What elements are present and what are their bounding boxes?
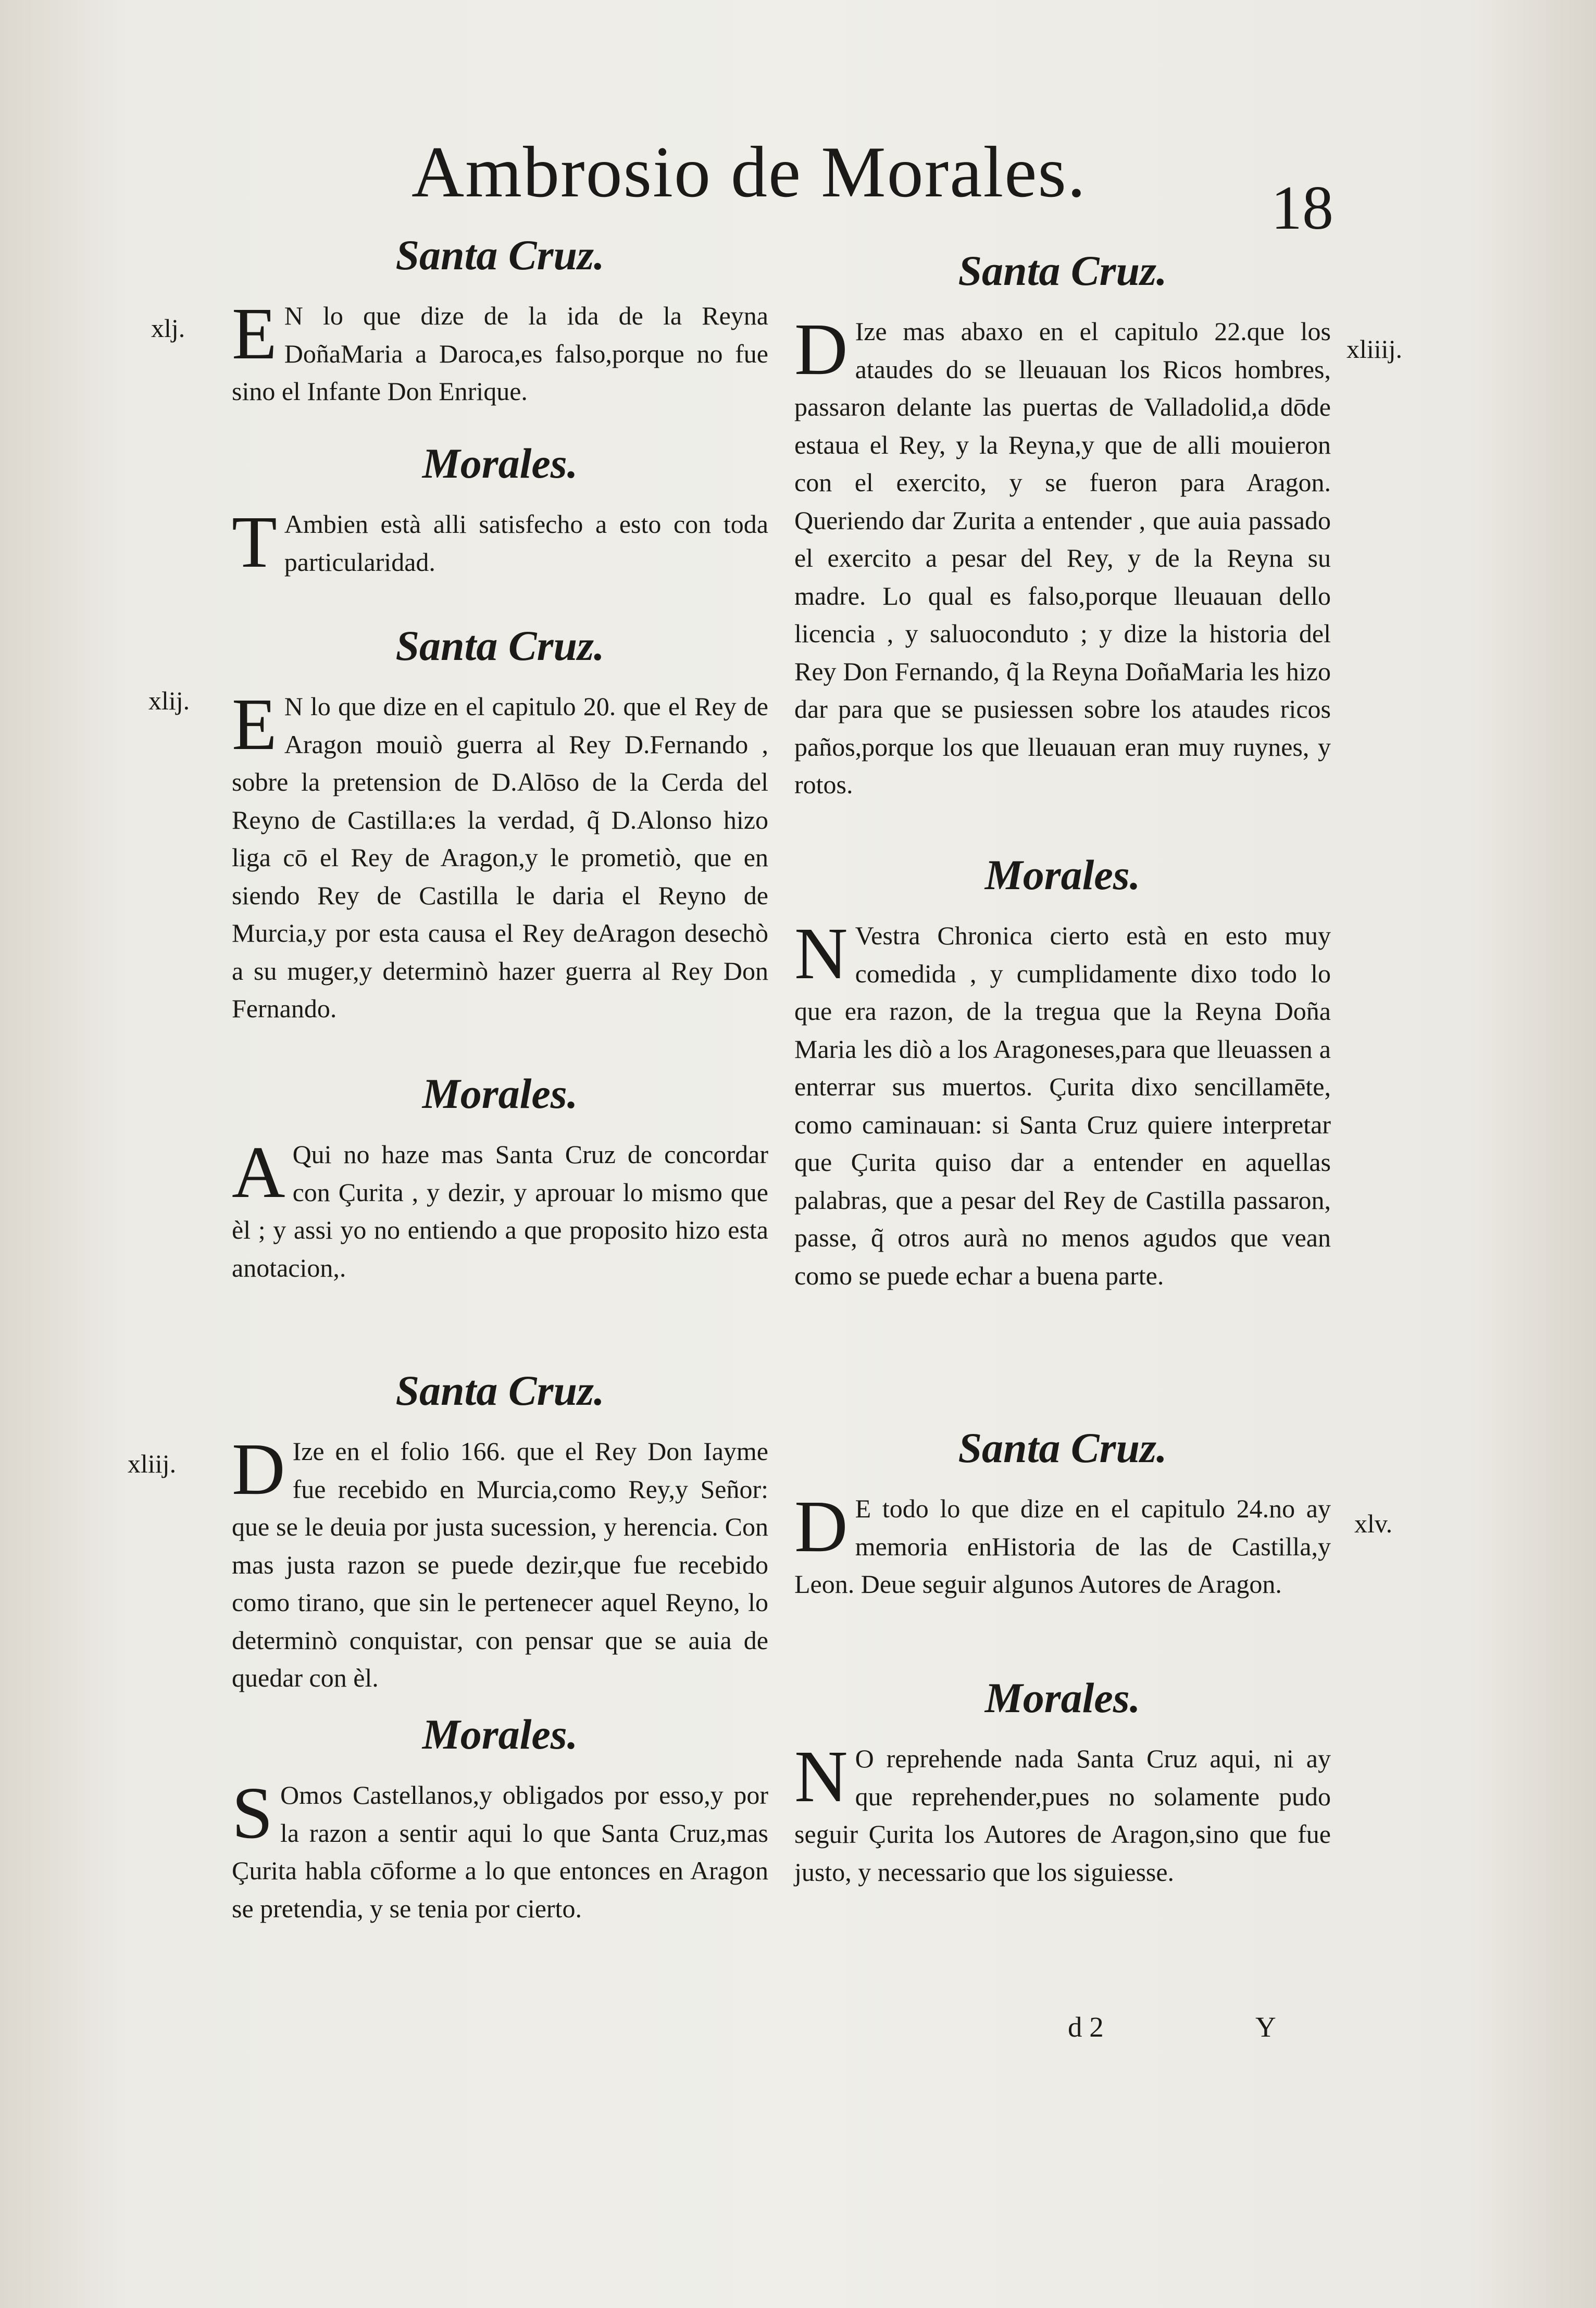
entry-heading: Santa Cruz. — [395, 1367, 605, 1414]
entry-heading: Morales. — [422, 440, 578, 487]
entry-heading: Santa Cruz. — [958, 247, 1167, 294]
entry — [232, 438, 768, 620]
entry-text — [232, 1771, 768, 1927]
entry-body: N lo que dize en el capitulo 20. que el Rey de Aragon mouiò guerra al Rey D.Fernando , sobre la pretension de D.Alōso de la Cerda del Reyno de Castilla:es la verdad, q̃ D.Alonso hizo liga cō el Rey de Aragon,y le prometiò, que en siendo Rey de Castilla le daria el Reyno de Murcia,y por esta causa el Rey deAragon desechò a su muger,y determinò hazer guerra al Rey Don Fernando. — [232, 692, 768, 1023]
margin-number: xliiij. — [1346, 334, 1402, 364]
margin-number: xlv. — [1354, 1509, 1393, 1538]
drop-cap: D — [232, 1428, 285, 1510]
entry — [794, 245, 1402, 849]
entry-body: O reprehende nada Santa Cruz aqui, ni ay que reprehender,pues no solamente pudo seguir Çurita los Autores de Aragon,sino que fue justo, y necessario que los siguiesse. — [794, 1744, 1331, 1887]
entry-body: Ambien està alli satisfecho a esto con toda particularidad. — [284, 509, 768, 577]
drop-cap: D — [794, 308, 848, 390]
right-column — [794, 245, 1402, 1932]
drop-cap: E — [232, 683, 277, 765]
entry — [232, 1068, 768, 1365]
entry-heading: Morales. — [422, 1711, 578, 1758]
entry — [794, 849, 1331, 1422]
entry — [794, 1422, 1393, 1672]
drop-cap: E — [232, 292, 277, 375]
margin-number: xlij. — [148, 686, 190, 715]
entry-heading: Santa Cruz. — [395, 622, 605, 669]
entry-heading: Morales. — [422, 1070, 578, 1117]
entry-heading: Santa Cruz. — [395, 231, 605, 279]
drop-cap: D — [794, 1485, 848, 1567]
entry-text — [232, 501, 768, 583]
entry-text — [794, 912, 1331, 1294]
left-column — [128, 229, 768, 1969]
margin-number: xlj. — [151, 314, 185, 343]
entry-text — [794, 308, 1331, 804]
catchword: Y — [1255, 2011, 1276, 2043]
entry — [151, 229, 768, 438]
margin-number: xliij. — [128, 1449, 177, 1478]
entry-body: Ize en el folio 166. que el Rey Don Iayme fue recebido en Murcia,como Rey,y Señor: que se le deuia por justa sucession, y herencia. Con mas justa razon se puede dezir,que fue recebido como tirano, que sin le pertenecer aquel Reyno, lo determinò conquistar, con pensar que se auia de quedar con èl. — [232, 1437, 768, 1692]
entry-body: Ize mas abaxo en el capitulo 22.que los ataudes do se lleuauan los Ricos hombres, passaron delante las puertas de Valladolid,a dōde estaua el Rey, y la Reyna,y que de alli mouieron con el exercito, y se fueron para Aragon. Queriendo dar Zurita a entender , que auia passado el exercito a pesar del Rey, y de la Reyna su madre. Lo qual es falso,porque lleuauan dello licencia , y saluoconduto ; y dize la historia del Rey Don Fernando, q̃ la Reyna DoñaMaria les hizo dar para que se pusiessen sobre los ataudes ricos paños,porque los que lleuauan eran muy ruynes, y rotos. — [794, 317, 1331, 799]
running-title: Ambrosio de Morales. — [412, 132, 1087, 213]
entry — [148, 620, 768, 1068]
entry — [794, 1672, 1331, 1932]
drop-cap: T — [232, 501, 277, 583]
entry-heading: Santa Cruz. — [958, 1424, 1167, 1471]
entry-body: N lo que dize de la ida de la Reyna DoñaMaria a Daroca,es falso,porque no fue sino el Infante Don Enrique. — [232, 301, 768, 406]
drop-cap: N — [794, 912, 848, 994]
entry-text — [794, 1485, 1331, 1603]
drop-cap: N — [794, 1735, 848, 1817]
entry-heading: Morales. — [984, 851, 1141, 899]
entry — [128, 1365, 768, 1708]
entry-heading: Morales. — [984, 1674, 1141, 1721]
entry — [232, 1708, 768, 1969]
entry-text — [232, 1131, 768, 1287]
entry-body: E todo lo que dize en el capitulo 24.no ay memoria enHistoria de las de Castilla,y Leon. Deue seguir algunos Autores de Aragon. — [794, 1494, 1331, 1599]
entry-text — [232, 1428, 768, 1697]
drop-cap: S — [232, 1771, 273, 1854]
signature-mark: d 2 — [1068, 2011, 1104, 2043]
entry-body: Omos Castellanos,y obligados por esso,y por la razon a sentir aqui lo que Santa Cruz,mas Çurita habla cōforme a lo que entonces en Aragon se pretendia, y se tenia por cierto. — [232, 1780, 768, 1923]
folio-number: 18 — [1271, 173, 1333, 242]
entry-text — [232, 292, 768, 410]
entry-text — [794, 1735, 1331, 1891]
entry-body: Qui no haze mas Santa Cruz de concordar con Çurita , y dezir, y aprouar lo mismo que èl ; y assi yo no entiendo a que proposito hizo esta anotacion,. — [232, 1140, 768, 1282]
drop-cap: A — [232, 1131, 285, 1213]
entry-body: Vestra Chronica cierto està en esto muy comedida , y cumplidamente dixo todo lo que era razon, de la tregua que la Reyna Doña Maria les diò a los Aragoneses,para que lleuassen a enterrar sus muertos. Çurita dixo sencillamēte, como caminauan: si Santa Cruz quiere interpretar que Çurita quiso dar a entender en aquellas palabras, que a pesar del Rey de Castilla passaron, passe, q̃ otros aurà no menos agudos que vean como se puede echar a buena parte. — [794, 921, 1331, 1290]
entry-text — [232, 683, 768, 1028]
